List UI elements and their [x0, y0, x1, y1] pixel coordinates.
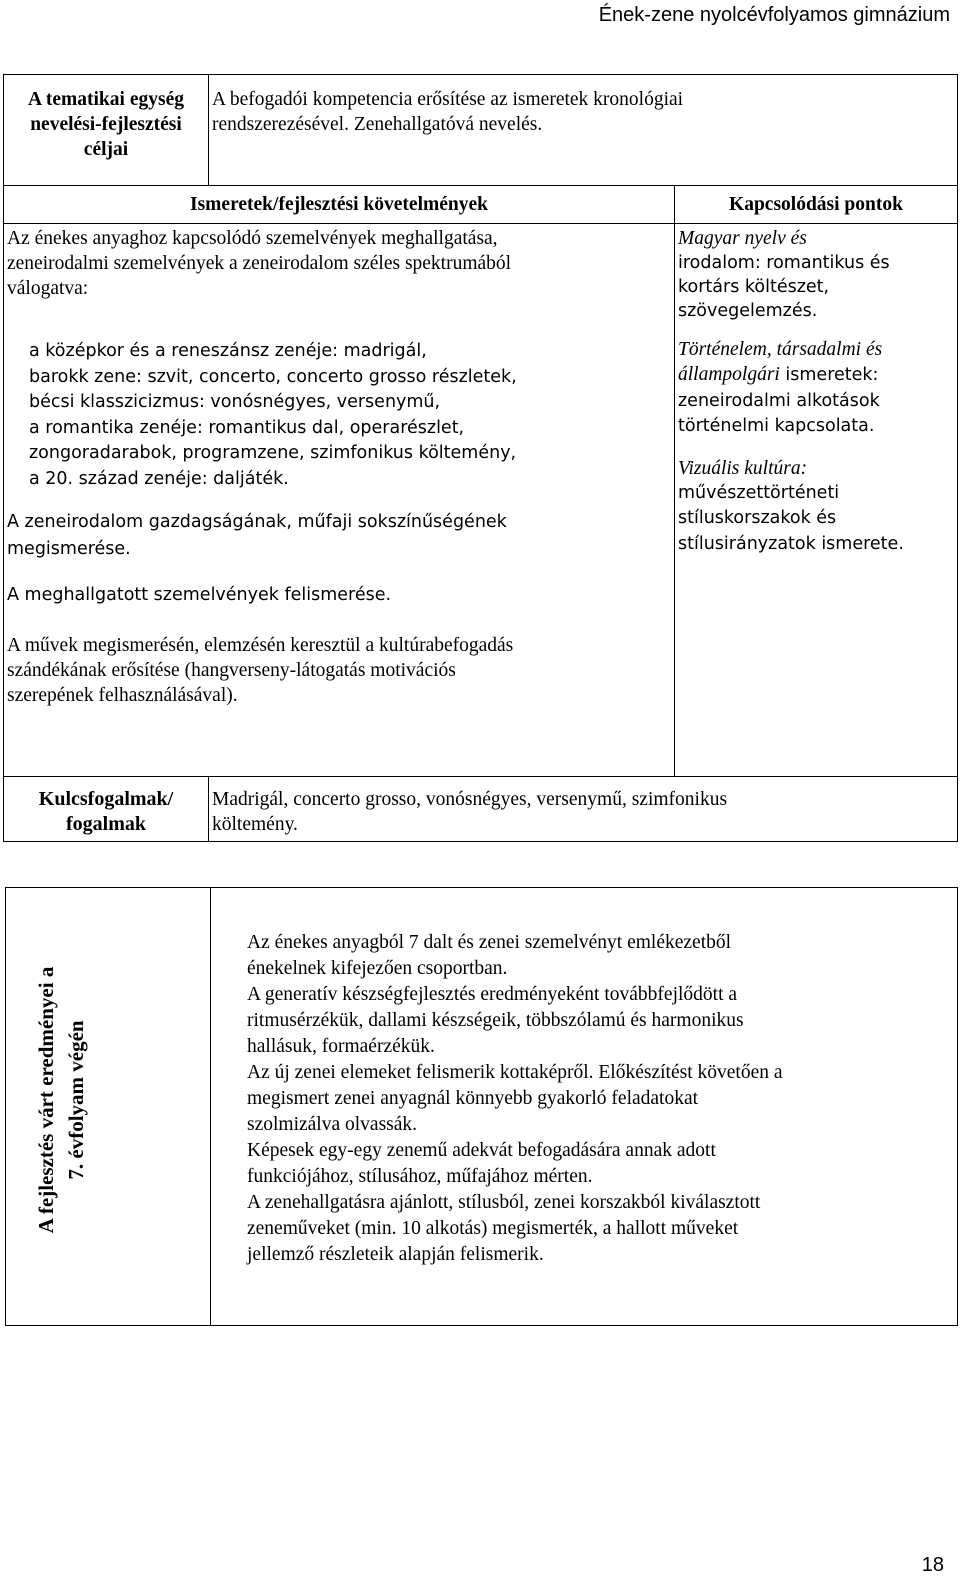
text-line: stílusirányzatok ismerete.	[678, 533, 904, 554]
connection-literature	[678, 226, 954, 323]
text-line: zeneirodalmi szemelvények a zeneirodalom széles spektrumából	[7, 253, 512, 274]
list-item: zongoradarabok, programzene, szimfonikus költemény,	[29, 443, 517, 463]
text-line: A zenehallgatásra ajánlott, stílusból, zenei korszakból kiválasztott	[247, 1192, 761, 1213]
results-label-cell	[6, 888, 211, 1326]
goals-label-line: A tematikai egység	[28, 89, 184, 110]
text-line: történelmi kapcsolata.	[678, 416, 875, 436]
text-line: jellemző részleteik alapján felismerik.	[247, 1244, 544, 1265]
text-line: zeneirodalmi alkotások	[678, 390, 880, 411]
text-line: szerepének felhasználásával).	[7, 684, 238, 706]
text-line: A zeneirodalom gazdagságának, műfaji sokszínűségének	[7, 512, 507, 532]
text-line: ritmusérzékük, dallami készségeik, többszólamú és harmonikus	[247, 1010, 744, 1031]
text-line: kortárs költészet,	[678, 277, 830, 297]
content-row	[4, 224, 958, 777]
goals-label	[4, 75, 209, 186]
text-fragment: ismeretek:	[779, 365, 879, 385]
curriculum-table	[3, 74, 958, 842]
text-line: költemény.	[212, 814, 298, 835]
text-line: Az énekes anyaghoz kapcsolódó szemelvények meghallgatása,	[7, 228, 498, 249]
text-line: énekelnek kifejezően csoportban.	[247, 958, 508, 979]
text-line: hallásuk, formaérzékük.	[247, 1036, 435, 1057]
page-header: Ének-zene nyolcévfolyamos gimnázium	[598, 4, 950, 26]
text-line: szolmizálva olvassák.	[247, 1114, 418, 1135]
connections-cell	[675, 224, 958, 777]
results-text	[211, 888, 958, 1326]
list-item: a romantika zenéje: romantikus dal, operarészlet,	[29, 417, 465, 438]
goals-text	[209, 75, 958, 186]
text-line: megismerése.	[7, 539, 131, 559]
text-line: szövegelemzés.	[678, 301, 818, 321]
music-periods-list	[7, 339, 671, 492]
text-line: zeneműveket (min. 10 alkotás) megismerték, a hallott műveket	[247, 1218, 739, 1239]
text-line: művészettörténeti	[678, 482, 840, 503]
label-line: fogalmak	[66, 813, 146, 835]
text-line: Képesek egy-egy zenemű adekvát befogadására annak adott	[247, 1140, 716, 1161]
key-concepts-text	[209, 777, 958, 842]
subject-name: Történelem, társadalmi és	[678, 339, 883, 360]
column-header-row	[4, 186, 958, 224]
text-line: Az új zenei elemeket felismerik kottaképről. Előkészítést követően a	[247, 1062, 783, 1083]
results-table	[5, 887, 958, 1326]
requirements-cell	[4, 224, 675, 777]
text-line: Madrigál, concerto grosso, vonósnégyes, versenymű, szimfonikus	[212, 789, 728, 810]
subject-name: Magyar nyelv és	[678, 228, 807, 249]
text-line: funkciójához, stílusához, műfajához mérten.	[247, 1166, 593, 1187]
label-line: A fejlesztés várt eredményei a	[34, 966, 58, 1234]
text-line: A generatív készségfejlesztés eredményeként továbbfejlődött a	[247, 984, 738, 1005]
connections-heading: Kapcsolódási pontok	[675, 186, 958, 224]
label-line: Kulcsfogalmak/	[38, 788, 174, 810]
text-line: Az énekes anyagból 7 dalt és zenei szemelvényt emlékezetből	[247, 932, 732, 953]
goals-text-line: rendszerezésével. Zenehallgatóvá nevelés.	[212, 114, 543, 135]
requirements-heading: Ismeretek/fejlesztési követelmények	[4, 186, 675, 224]
text-line: válogatva:	[7, 278, 89, 299]
text-line: szándékának erősítése (hangverseny-látogatás motivációs	[7, 659, 456, 681]
text-line: stíluskorszakok és	[678, 508, 837, 528]
culture-paragraph	[7, 633, 671, 708]
goals-text-line: A befogadói kompetencia erősítése az ismeretek kronológiai	[212, 89, 684, 110]
connection-visual	[678, 456, 954, 558]
results-label	[31, 940, 91, 1260]
goals-label-line: nevelési-fejlesztési	[30, 114, 182, 135]
goals-row	[4, 75, 958, 186]
text-line: megismert zenei anyagnál könnyebb gyakorló feladatokat	[247, 1088, 699, 1109]
list-item: a középkor és a reneszánsz zenéje: madrigál,	[29, 341, 427, 361]
list-item: barokk zene: szvit, concerto, concerto grosso részletek,	[29, 366, 517, 387]
key-concepts-label	[4, 777, 209, 842]
list-item: bécsi klasszicizmus: vonósnégyes, versenymű,	[29, 392, 441, 412]
list-item: a 20. század zenéje: daljáték.	[29, 468, 289, 489]
key-concepts-row	[4, 777, 958, 842]
recognition-paragraph: A meghallgatott szemelvények felismerése.	[7, 585, 392, 605]
requirements-intro	[7, 226, 671, 301]
label-line: 7. évfolyam végén	[64, 1020, 88, 1180]
richness-paragraph	[7, 509, 671, 563]
subject-name: Vizuális kultúra:	[678, 457, 808, 479]
text-line: A művek megismerésén, elemzésén keresztül a kultúrabefogadás	[7, 634, 514, 656]
text-line: irodalom: romantikus és	[678, 253, 890, 273]
page-number: 18	[921, 1554, 944, 1576]
connection-history	[678, 337, 954, 440]
subject-name: állampolgári	[678, 364, 780, 385]
goals-label-line: céljai	[83, 139, 129, 160]
